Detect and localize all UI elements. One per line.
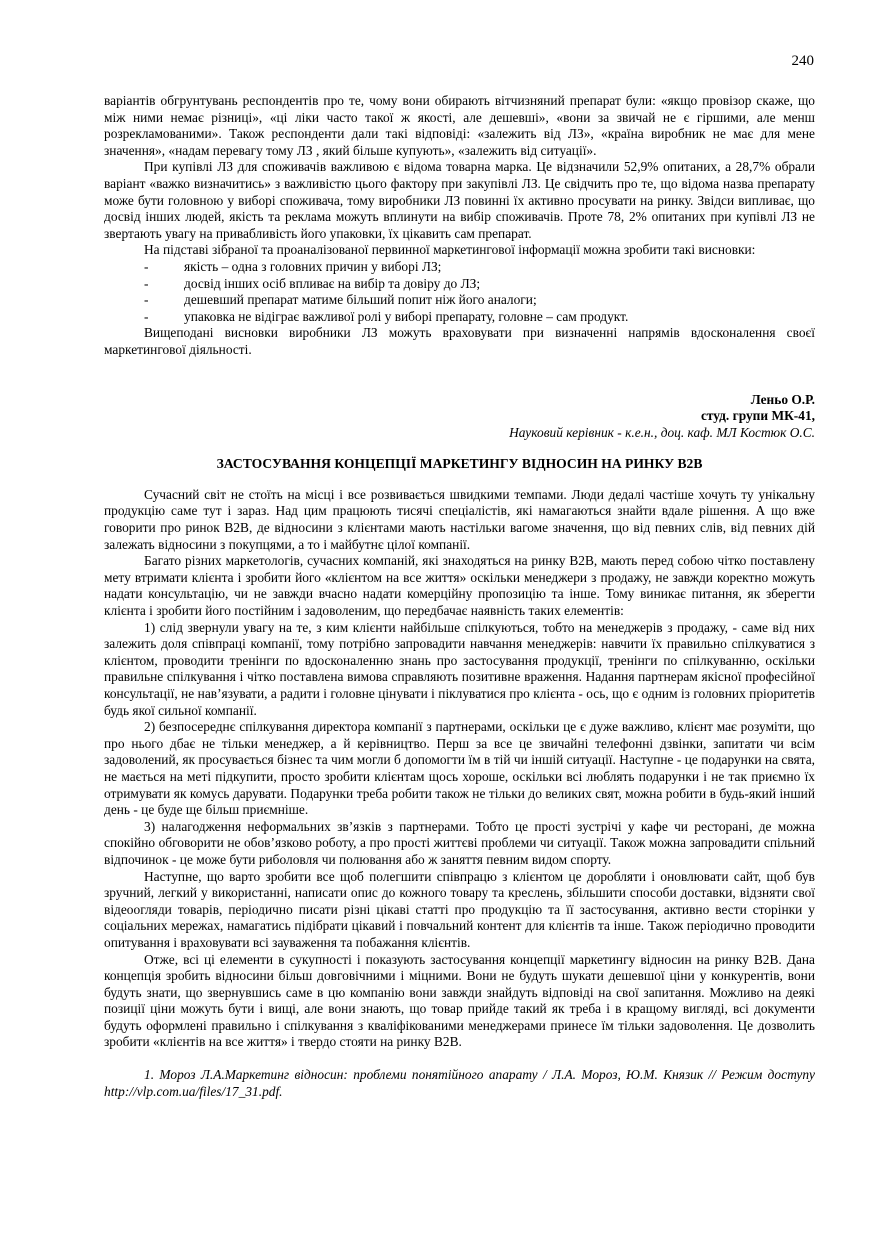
article-paragraph: 1) слід звернули увагу на те, з ким клієнти найбільше спілкуються, тобто на менеджерів з продажу, - саме від них залежить доля співпраці компанії, тому потрібно запровадити навчання менеджерів: навчити їх правильно спілкуватися з клієнтом, проводити тренінги по вдосконаленню знань про застосування продукції, тренінги по спілкуванню, оскільки правильне спілкування і чітко поставлена вимова справляють позитивне враження. Надання партнерам якісної професійної консультації, не нав’язувати, а радити і головне цінувати і піклуватися про клієнта - ось, що є одним із головних пріоритетів будь якої сильної компанії.: [104, 619, 815, 718]
prev-article-closing: Вищеподані висновки виробники ЛЗ можуть враховувати при визначенні напрямів вдосконалення своєї маркетингової діяльності.: [104, 325, 815, 357]
article-title: ЗАСТОСУВАННЯ КОНЦЕПЦІЇ МАРКЕТИНГУ ВІДНОСИН НА РИНКУ В2В: [216, 456, 703, 472]
bullet-marker: -: [144, 308, 149, 324]
page-content: [104, 93, 815, 1100]
list-item-text: упаковка не відіграє важливої ролі у виборі препарату, головне – сам продукт.: [184, 308, 629, 324]
article-paragraph: Сучасний світ не стоїть на місці і все розвивається швидкими темпами. Люди дедалі частіше хочуть ту унікальну продукцію саме тут і зараз. Над цим працюють тисячі спеціалістів, які намагаються знайти вдале рішення. А що вже говорити про ринок В2В, де відносини з клієнтами мають настільки вагоме значення, що від певних слів, від певних дій залежать відносини з покупцями, а то і майбутнє цілої компанії.: [104, 486, 815, 552]
author-block: [104, 392, 815, 442]
conclusions-list: [104, 259, 815, 325]
reference: 1. Мороз Л.А.Маркетинг відносин: проблеми понятійного апарату / Л.А. Мороз, Ю.М. Князик // Режим доступу http://vlp.com.ua/files/17_31.pdf.: [104, 1067, 815, 1099]
list-item-text: досвід інших осіб впливає на вибір та довіру до ЛЗ;: [184, 275, 481, 291]
list-item: [104, 309, 815, 326]
article-paragraph: Отже, всі ці елементи в сукупності і показують застосування концепції маркетингу відносин на ринку В2В. Дана концепція зробить відносини більш довговічними і міцними. Вони не будуть шукати дешевшої ціни у конкурентів, вони будуть знати, що звернувшись саме в цю компанію вони завжди знайдуть відповіді на свої запитання. Можливо на деякі позиції ціни можуть бути і вищі, але вони знають, що товар прийде такий як треба і в кращому вигляді, всі документи будуть оформлені правильно і спілкування з кваліфікованими менеджерами принесе їм тільки задоволення. Це дозволить зробити «клієнтів на все життя» і твердо стояти на ринку В2В.: [104, 951, 815, 1050]
supervisor: Науковий керівник - к.е.н., доц. каф. МЛ Костюк О.С.: [509, 424, 815, 440]
prev-article-paragraph: На підставі зібраної та проаналізованої первинної маркетингової інформації можна зробити такі висновки:: [144, 242, 756, 258]
author-group: студ. групи МК-41,: [700, 408, 815, 424]
article-paragraph: 2) безпосереднє спілкування директора компанії з партнерами, оскільки це є дуже важливо, клієнт має розуміти, що про нього дбає не тільки менеджер, а й керівництво. Перш за все це звичайні телефонні дзвінки, запитати чи всім задоволений, як просувається бізнес та чим могли б допомогти їм в тій чи іншій ситуації. Наступне - це подарунки на свята, не мається на меті підкупити, просто зробити клієнтам щось хороше, оскільки всі люблять подарунки і не так приємно їх отримувати як комусь дарувати. Подарунки треба робити також не тільки до великих свят, можна робити в будь-який інший день - це буде ще більш приємніше.: [104, 719, 815, 818]
list-item: [104, 292, 815, 309]
author-name: Леньо О.Р.: [750, 391, 815, 407]
bullet-marker: -: [144, 275, 149, 291]
prev-article-paragraph: варіантів обгрунтувань респондентів про те, чому вони обирають вітчизняний препарат були: «якщо провізор скаже, що між ними немає різниці», «ці ліки часто такої ж якості, але дешевші», «вони за звичай не є гіршими, але менш розрекламованими». Також респонденти дали такі відповіді: «залежить від ЛЗ», «країна виробник не має для мене значення», «надам перевагу тому ЛЗ , який більше купують», «залежить від ситуації».: [104, 93, 815, 158]
article-paragraph: Наступне, що варто зробити все щоб полегшити співпрацю з клієнтом це доробляти і оновлювати сайт, щоб був зручний, легкий у використанні, написати опис до кожного товару та креслень, збільшити способи доставки, відзняти свої відеоогляди товарів, періодично писати різні цікаві статті про продукцію та її застосування, активно вести сторінки у соціальних мережах, намагатись підібрати цікавий і повчальний контент для клієнтів та інше. Також періодично проводити опитування і враховувати всі зауваження та побажання клієнтів.: [104, 868, 815, 950]
prev-article-paragraph: При купівлі ЛЗ для споживачів важливою є відома товарна марка. Це відзначили 52,9% опитаних, а 28,7% обрали варіант «важко визначитись» з важливістю цього фактору при закупівлі ЛЗ. Це свідчить про те, що відома назва препарату може бути головною у виборі споживача, тому виробники ЛЗ повинні їх активно просувати на ринку. Звідси випливає, що досвід інших людей, якість та реклама можуть вплинути на вибір споживачів. Проте 78, 2% опитаних при купівлі ЛЗ не звертають увагу на привабливість його упаковки, їх цікавить сам препарат.: [104, 159, 815, 241]
article-paragraph: 3) налагодження неформальних зв’язків з партнерами. Тобто це прості зустрічі у кафе чи ресторані, де можна спокійно обговорити не обов’язково роботу, а про прості життєві проблеми чи ситуації. Також можна запровадити спільний відпочинок - це може бути риболовля чи полювання або ж заняття певним видом спорту.: [104, 818, 815, 867]
article-paragraph: Багато різних маркетологів, сучасних компаній, які знаходяться на ринку В2В, мають перед собою чітко поставлену мету втримати клієнта і зробити його «клієнтом на все життя» оскільки менеджери з продажу, не завжди коректно можуть надати консультацію, чи не завжди вчасно надати комерційну пропозицію та інше. Тому виникає питання, як зберегти клієнта і зробити його постійним і задоволеним, що передбачає наявність таких елементів:: [104, 553, 815, 619]
bullet-marker: -: [144, 292, 149, 308]
list-item: [104, 276, 815, 293]
page-number: 240: [791, 53, 814, 69]
bullet-marker: -: [144, 258, 149, 274]
list-item-text: якість – одна з головних причин у виборі ЛЗ;: [184, 258, 442, 274]
list-item-text: дешевший препарат матиме більший попит ніж його аналоги;: [184, 292, 537, 308]
list-item: [104, 259, 815, 276]
